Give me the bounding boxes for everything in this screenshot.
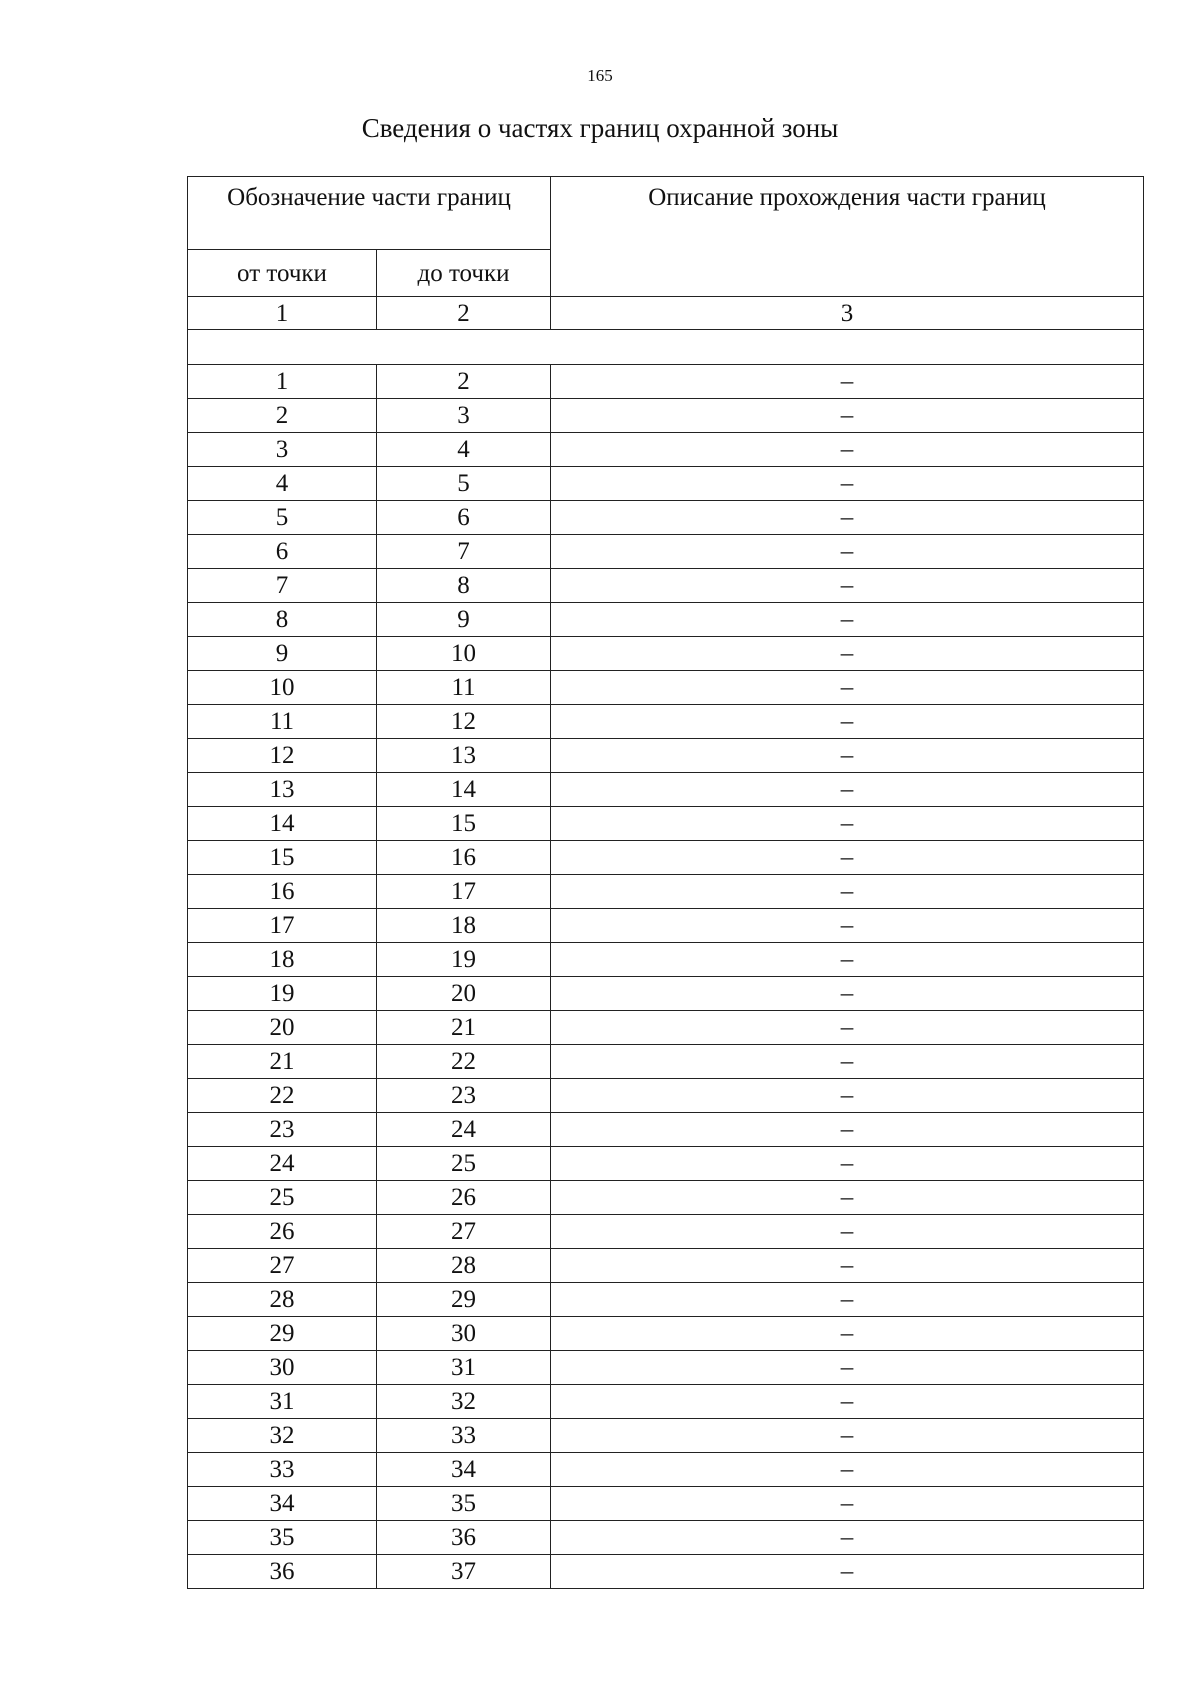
from-point-cell: 31: [188, 1385, 377, 1419]
to-point-cell: 9: [377, 603, 551, 637]
from-point-cell: 26: [188, 1215, 377, 1249]
to-point-cell: 30: [377, 1317, 551, 1351]
table-row: [188, 1521, 1144, 1555]
from-point-cell: 21: [188, 1045, 377, 1079]
from-point-cell: 10: [188, 671, 377, 705]
from-point-cell: 17: [188, 909, 377, 943]
description-cell: –: [551, 841, 1144, 875]
description-cell: –: [551, 1419, 1144, 1453]
from-point-cell: 3: [188, 433, 377, 467]
table-row: [188, 603, 1144, 637]
description-cell: –: [551, 1283, 1144, 1317]
to-point-cell: 34: [377, 1453, 551, 1487]
table-row: [188, 1011, 1144, 1045]
table-body: [188, 177, 1144, 1589]
table-row: [188, 1351, 1144, 1385]
description-cell: –: [551, 1113, 1144, 1147]
to-point-cell: 28: [377, 1249, 551, 1283]
description-cell: –: [551, 977, 1144, 1011]
from-point-cell: 29: [188, 1317, 377, 1351]
table-row: [188, 1317, 1144, 1351]
description-cell: –: [551, 637, 1144, 671]
to-point-cell: 36: [377, 1521, 551, 1555]
description-cell: –: [551, 807, 1144, 841]
description-cell: –: [551, 1011, 1144, 1045]
table-row: [188, 807, 1144, 841]
description-cell: –: [551, 467, 1144, 501]
from-point-cell: 5: [188, 501, 377, 535]
to-point-cell: 17: [377, 875, 551, 909]
table-row: [188, 977, 1144, 1011]
description-cell: –: [551, 501, 1144, 535]
to-point-cell: 4: [377, 433, 551, 467]
to-point-cell: 2: [377, 365, 551, 399]
header-boundary-description: [551, 177, 1144, 297]
blank-section-row: [188, 330, 1144, 365]
table-row: [188, 535, 1144, 569]
description-cell: –: [551, 1487, 1144, 1521]
column-number-row: [188, 297, 1144, 330]
description-cell: –: [551, 535, 1144, 569]
table-row: [188, 943, 1144, 977]
description-cell: –: [551, 433, 1144, 467]
table-row: [188, 399, 1144, 433]
to-point-cell: 32: [377, 1385, 551, 1419]
description-cell: –: [551, 909, 1144, 943]
description-cell: –: [551, 603, 1144, 637]
table-row: [188, 467, 1144, 501]
header-description-label: Описание прохождения части границ: [648, 184, 1046, 211]
header-to-point: до точки: [377, 250, 551, 297]
description-cell: –: [551, 943, 1144, 977]
table-row: [188, 1453, 1144, 1487]
to-point-cell: 24: [377, 1113, 551, 1147]
from-point-cell: 36: [188, 1555, 377, 1589]
table-row: [188, 1249, 1144, 1283]
to-point-cell: 22: [377, 1045, 551, 1079]
to-point-cell: 5: [377, 467, 551, 501]
header-row: [188, 177, 1144, 250]
description-cell: –: [551, 739, 1144, 773]
from-point-cell: 2: [188, 399, 377, 433]
to-point-cell: 19: [377, 943, 551, 977]
description-cell: –: [551, 1215, 1144, 1249]
to-point-cell: 14: [377, 773, 551, 807]
description-cell: –: [551, 1147, 1144, 1181]
from-point-cell: 30: [188, 1351, 377, 1385]
table-row: [188, 671, 1144, 705]
to-point-cell: 37: [377, 1555, 551, 1589]
to-point-cell: 11: [377, 671, 551, 705]
description-cell: –: [551, 1181, 1144, 1215]
table-row: [188, 501, 1144, 535]
table-row: [188, 1045, 1144, 1079]
description-cell: –: [551, 705, 1144, 739]
to-point-cell: 16: [377, 841, 551, 875]
table-row: [188, 875, 1144, 909]
to-point-cell: 20: [377, 977, 551, 1011]
from-point-cell: 28: [188, 1283, 377, 1317]
table-row: [188, 365, 1144, 399]
from-point-cell: 12: [188, 739, 377, 773]
description-cell: –: [551, 1045, 1144, 1079]
from-point-cell: 16: [188, 875, 377, 909]
description-cell: –: [551, 365, 1144, 399]
description-cell: –: [551, 1317, 1144, 1351]
table-row: [188, 909, 1144, 943]
table-row: [188, 739, 1144, 773]
table-row: [188, 1283, 1144, 1317]
from-point-cell: 8: [188, 603, 377, 637]
to-point-cell: 35: [377, 1487, 551, 1521]
to-point-cell: 18: [377, 909, 551, 943]
table-row: [188, 1147, 1144, 1181]
table-row: [188, 1215, 1144, 1249]
table-row: [188, 1555, 1144, 1589]
description-cell: –: [551, 1079, 1144, 1113]
table-row: [188, 637, 1144, 671]
table-row: [188, 433, 1144, 467]
page-number: 165: [587, 66, 613, 85]
to-point-cell: 29: [377, 1283, 551, 1317]
from-point-cell: 27: [188, 1249, 377, 1283]
from-point-cell: 23: [188, 1113, 377, 1147]
from-point-cell: 25: [188, 1181, 377, 1215]
table-row: [188, 1079, 1144, 1113]
to-point-cell: 26: [377, 1181, 551, 1215]
boundary-parts-table: [187, 176, 1144, 1589]
header-boundary-part-designation: [188, 177, 551, 250]
description-cell: –: [551, 1555, 1144, 1589]
description-cell: –: [551, 773, 1144, 807]
header-from-point: от точки: [188, 250, 377, 297]
description-cell: –: [551, 875, 1144, 909]
from-point-cell: 33: [188, 1453, 377, 1487]
page-title: Сведения о частях границ охранной зоны: [361, 113, 839, 143]
description-cell: –: [551, 1453, 1144, 1487]
table-row: [188, 705, 1144, 739]
from-point-cell: 15: [188, 841, 377, 875]
to-point-cell: 31: [377, 1351, 551, 1385]
header-group-label: Обозначение части границ: [227, 184, 511, 211]
to-point-cell: 23: [377, 1079, 551, 1113]
to-point-cell: 12: [377, 705, 551, 739]
to-point-cell: 3: [377, 399, 551, 433]
to-point-cell: 8: [377, 569, 551, 603]
table-row: [188, 1181, 1144, 1215]
table-row: [188, 1113, 1144, 1147]
from-point-cell: 9: [188, 637, 377, 671]
description-cell: –: [551, 1351, 1144, 1385]
description-cell: –: [551, 399, 1144, 433]
table-row: [188, 569, 1144, 603]
table-row: [188, 1487, 1144, 1521]
to-point-cell: 33: [377, 1419, 551, 1453]
from-point-cell: 18: [188, 943, 377, 977]
to-point-cell: 13: [377, 739, 551, 773]
description-cell: –: [551, 569, 1144, 603]
column-number-cell: 3: [551, 297, 1144, 330]
to-point-cell: 10: [377, 637, 551, 671]
from-point-cell: 22: [188, 1079, 377, 1113]
to-point-cell: 6: [377, 501, 551, 535]
from-point-cell: 32: [188, 1419, 377, 1453]
to-point-cell: 27: [377, 1215, 551, 1249]
to-point-cell: 25: [377, 1147, 551, 1181]
from-point-cell: 19: [188, 977, 377, 1011]
table-row: [188, 773, 1144, 807]
to-point-cell: 7: [377, 535, 551, 569]
table-row: [188, 1419, 1144, 1453]
column-number-cell: 1: [188, 297, 377, 330]
from-point-cell: 14: [188, 807, 377, 841]
from-point-cell: 7: [188, 569, 377, 603]
table-row: [188, 1385, 1144, 1419]
from-point-cell: 6: [188, 535, 377, 569]
from-point-cell: 20: [188, 1011, 377, 1045]
from-point-cell: 34: [188, 1487, 377, 1521]
from-point-cell: 35: [188, 1521, 377, 1555]
description-cell: –: [551, 1249, 1144, 1283]
description-cell: –: [551, 1385, 1144, 1419]
blank-section-cell: [188, 330, 1144, 365]
from-point-cell: 4: [188, 467, 377, 501]
description-cell: –: [551, 671, 1144, 705]
column-number-cell: 2: [377, 297, 551, 330]
from-point-cell: 24: [188, 1147, 377, 1181]
from-point-cell: 1: [188, 365, 377, 399]
description-cell: –: [551, 1521, 1144, 1555]
from-point-cell: 13: [188, 773, 377, 807]
to-point-cell: 21: [377, 1011, 551, 1045]
table-row: [188, 841, 1144, 875]
to-point-cell: 15: [377, 807, 551, 841]
from-point-cell: 11: [188, 705, 377, 739]
